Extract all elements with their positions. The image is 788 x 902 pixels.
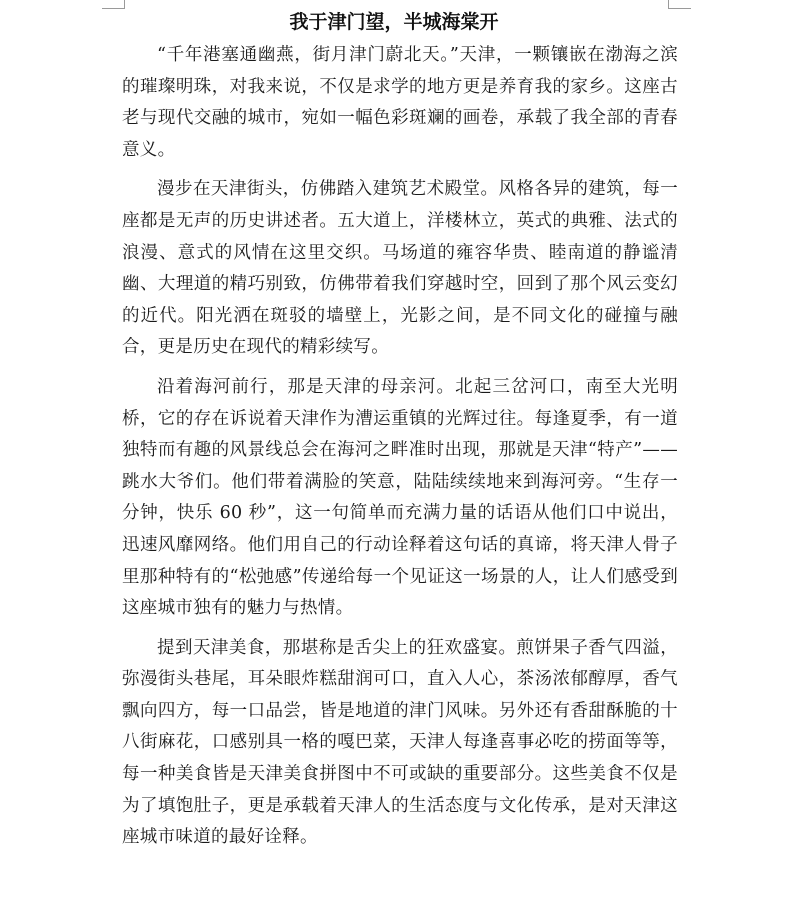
- document-title: 我于津门望，半城海棠开: [289, 11, 499, 33]
- document-body: [122, 40, 678, 862]
- paragraph-4: 提到天津美食，那堪称是舌尖上的狂欢盛宴。煎饼果子香气四溢，弥漫街头巷尾，耳朵眼炸糕甜润可口，直入人心，茶汤浓郁醇厚，香气飘向四方，每一口品尝，皆是地道的津门风味。另外还有香甜酥脆的十八街麻花，口感别具一格的嘎巴菜，天津人每逢喜事必吃的捞面等等，每一种美食皆是天津美食拼图中不可或缺的重要部分。这些美食不仅是为了填饱肚子，更是承载着天津人的生活态度与文化传承，是对天津这座城市味道的最好诠释。: [122, 637, 678, 848]
- paragraph-2: 漫步在天津街头，仿佛踏入建筑艺术殿堂。风格各异的建筑，每一座都是无声的历史讲述者。五大道上，洋楼林立，英式的典雅、法式的浪漫、意式的风情在这里交织。马场道的雍容华贵、睦南道的静谧清幽、大理道的精巧别致，仿佛带着我们穿越时空，回到了那个风云变幻的近代。阳光洒在斑驳的墙壁上，光影之间，是不同文化的碰撞与融合，更是历史在现代的精彩续写。: [122, 179, 678, 358]
- paragraph-3: 沿着海河前行，那是天津的母亲河。北起三岔河口，南至大光明桥，它的存在诉说着天津作为漕运重镇的光辉过往。每逢夏季，有一道独特而有趣的风景线总会在海河之畔准时出现，那就是天津“特产”——跳水大爷们。他们带着满脸的笑意，陆陆续续地来到海河旁。“生存一分钟，快乐 60 秒”，这一句简单而充满力量的话语从他们口中说出，迅速风靡网络。他们用自己的行动诠释着这句话的真谛，将天津人骨子里那种特有的“松弛感”传递给每一个见证这一场景的人，让人们感受到这座城市独有的魅力与热情。: [122, 376, 678, 619]
- paragraph-1: “千年港塞通幽燕，街月津门蔚北天。”天津，一颗镶嵌在渤海之滨的璀璨明珠，对我来说，不仅是求学的地方更是养育我的家乡。这座古老与现代交融的城市，宛如一幅色彩斑斓的画卷，承载了我全部的青春意义。: [122, 45, 678, 160]
